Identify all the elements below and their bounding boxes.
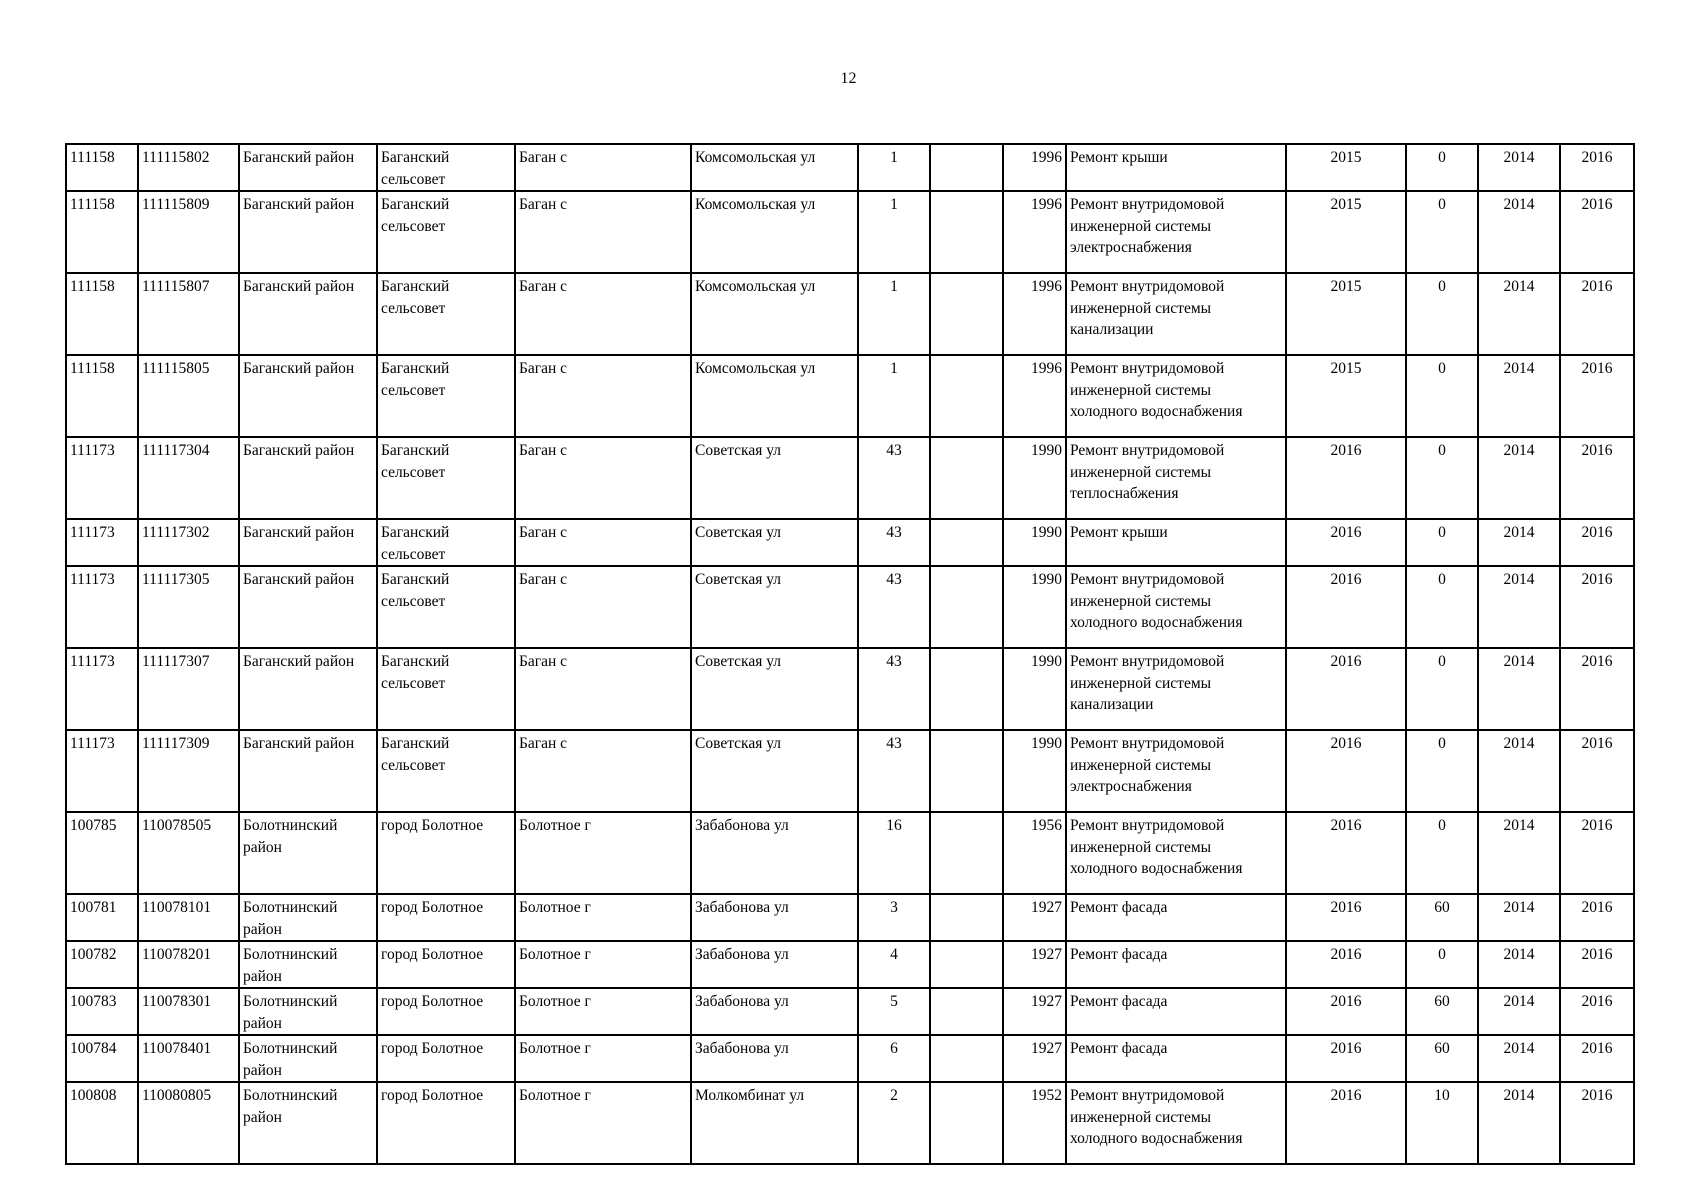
cell-street: Комсомольская ул [691,355,858,437]
cell-district: Баганский район [239,273,377,355]
cell-municipality: город Болотное [377,1082,515,1164]
cell-district: Баганский район [239,144,377,191]
cell-district: Баганский район [239,730,377,812]
cell-house-number: 43 [858,437,930,519]
cell-settlement: Баган с [515,437,691,519]
cell-planned-year: 2016 [1286,519,1406,566]
table-row [66,730,1634,812]
cell-district: Баганский район [239,355,377,437]
cell-planned-year: 2016 [1286,730,1406,812]
cell-year-built: 1927 [1003,1035,1066,1082]
cell-settlement: Баган с [515,648,691,730]
cell-object-id: 100782 [66,941,138,988]
cell-municipality: Баганский сельсовет [377,648,515,730]
cell-element-id: 111117305 [138,566,239,648]
cell-street: Забабонова ул [691,941,858,988]
cell-planned-year: 2015 [1286,191,1406,273]
cell-element-id: 110078301 [138,988,239,1035]
cell-work-type: Ремонт внутридомовой инженерной системы холодного водоснабжения [1066,355,1286,437]
cell-element-id: 110080805 [138,1082,239,1164]
cell-object-id: 111158 [66,191,138,273]
cell-year-built: 1927 [1003,894,1066,941]
cell-house-number: 5 [858,988,930,1035]
cell-year-built: 1990 [1003,566,1066,648]
cell-object-id: 111173 [66,566,138,648]
cell-work-type: Ремонт фасада [1066,1035,1286,1082]
cell-building [930,941,1003,988]
table-row [66,812,1634,894]
cell-house-number: 43 [858,519,930,566]
cell-object-id: 100783 [66,988,138,1035]
cell-work-type: Ремонт внутридомовой инженерной системы холодного водоснабжения [1066,566,1286,648]
cell-municipality: город Болотное [377,941,515,988]
cell-building [930,566,1003,648]
cell-house-number: 1 [858,191,930,273]
cell-house-number: 4 [858,941,930,988]
cell-settlement: Баган с [515,566,691,648]
cell-period-start: 2014 [1478,894,1560,941]
cell-street: Советская ул [691,730,858,812]
cell-year-built: 1927 [1003,988,1066,1035]
cell-element-id: 111115802 [138,144,239,191]
cell-period-start: 2014 [1478,812,1560,894]
cell-municipality: Баганский сельсовет [377,437,515,519]
cell-settlement: Баган с [515,144,691,191]
cell-period-start: 2014 [1478,273,1560,355]
cell-building [930,519,1003,566]
cell-period-start: 2014 [1478,566,1560,648]
cell-settlement: Болотное г [515,812,691,894]
cell-cost: 0 [1406,941,1478,988]
table-row [66,273,1634,355]
cell-cost: 0 [1406,273,1478,355]
cell-period-end: 2016 [1560,988,1634,1035]
cell-work-type: Ремонт крыши [1066,144,1286,191]
table-row [66,894,1634,941]
cell-object-id: 111173 [66,730,138,812]
cell-year-built: 1990 [1003,437,1066,519]
cell-house-number: 43 [858,730,930,812]
cell-work-type: Ремонт внутридомовой инженерной системы холодного водоснабжения [1066,812,1286,894]
cell-cost: 10 [1406,1082,1478,1164]
cell-element-id: 111115805 [138,355,239,437]
cell-house-number: 43 [858,648,930,730]
cell-period-end: 2016 [1560,941,1634,988]
cell-district: Баганский район [239,191,377,273]
cell-building [930,648,1003,730]
cell-house-number: 1 [858,144,930,191]
registry-body [66,144,1634,1164]
cell-district: Баганский район [239,648,377,730]
cell-object-id: 111173 [66,519,138,566]
cell-work-type: Ремонт внутридомовой инженерной системы холодного водоснабжения [1066,1082,1286,1164]
cell-street: Молкомбинат ул [691,1082,858,1164]
cell-settlement: Болотное г [515,988,691,1035]
cell-object-id: 100808 [66,1082,138,1164]
cell-object-id: 111158 [66,273,138,355]
cell-element-id: 110078201 [138,941,239,988]
cell-period-start: 2014 [1478,437,1560,519]
cell-building [930,191,1003,273]
cell-street: Забабонова ул [691,812,858,894]
cell-street: Советская ул [691,519,858,566]
cell-building [930,273,1003,355]
cell-house-number: 1 [858,273,930,355]
cell-work-type: Ремонт внутридомовой инженерной системы канализации [1066,273,1286,355]
cell-settlement: Баган с [515,273,691,355]
cell-work-type: Ремонт фасада [1066,894,1286,941]
cell-cost: 0 [1406,144,1478,191]
cell-object-id: 111173 [66,437,138,519]
cell-year-built: 1990 [1003,519,1066,566]
cell-cost: 60 [1406,894,1478,941]
cell-element-id: 111117307 [138,648,239,730]
cell-period-end: 2016 [1560,730,1634,812]
cell-object-id: 111173 [66,648,138,730]
cell-year-built: 1996 [1003,273,1066,355]
cell-cost: 60 [1406,988,1478,1035]
cell-municipality: Баганский сельсовет [377,355,515,437]
page-number: 12 [840,70,857,87]
cell-planned-year: 2015 [1286,144,1406,191]
cell-municipality: Баганский сельсовет [377,730,515,812]
cell-cost: 0 [1406,519,1478,566]
cell-municipality: город Болотное [377,894,515,941]
cell-planned-year: 2016 [1286,566,1406,648]
cell-element-id: 111115809 [138,191,239,273]
cell-period-start: 2014 [1478,1082,1560,1164]
cell-district: Болотнинский район [239,1035,377,1082]
cell-period-start: 2014 [1478,355,1560,437]
cell-house-number: 6 [858,1035,930,1082]
cell-work-type: Ремонт фасада [1066,988,1286,1035]
cell-year-built: 1990 [1003,648,1066,730]
cell-cost: 0 [1406,730,1478,812]
cell-municipality: Баганский сельсовет [377,191,515,273]
cell-planned-year: 2015 [1286,273,1406,355]
cell-cost: 0 [1406,191,1478,273]
cell-year-built: 1952 [1003,1082,1066,1164]
cell-building [930,812,1003,894]
cell-work-type: Ремонт крыши [1066,519,1286,566]
table-row [66,566,1634,648]
table-row [66,1082,1634,1164]
cell-period-start: 2014 [1478,144,1560,191]
cell-object-id: 100784 [66,1035,138,1082]
cell-settlement: Баган с [515,191,691,273]
cell-period-start: 2014 [1478,648,1560,730]
cell-district: Баганский район [239,566,377,648]
cell-element-id: 111117309 [138,730,239,812]
table-row [66,648,1634,730]
cell-street: Советская ул [691,566,858,648]
cell-cost: 0 [1406,812,1478,894]
table-row [66,144,1634,191]
cell-settlement: Болотное г [515,941,691,988]
cell-element-id: 110078401 [138,1035,239,1082]
cell-planned-year: 2016 [1286,894,1406,941]
cell-municipality: Баганский сельсовет [377,273,515,355]
cell-object-id: 100781 [66,894,138,941]
cell-cost: 0 [1406,566,1478,648]
cell-district: Баганский район [239,437,377,519]
cell-cost: 0 [1406,355,1478,437]
table-row [66,1035,1634,1082]
cell-municipality: Баганский сельсовет [377,144,515,191]
cell-street: Комсомольская ул [691,144,858,191]
cell-settlement: Болотное г [515,1082,691,1164]
cell-work-type: Ремонт внутридомовой инженерной системы теплоснабжения [1066,437,1286,519]
cell-cost: 0 [1406,437,1478,519]
cell-period-start: 2014 [1478,988,1560,1035]
cell-settlement: Баган с [515,519,691,566]
table-row [66,355,1634,437]
cell-district: Баганский район [239,519,377,566]
cell-work-type: Ремонт фасада [1066,941,1286,988]
cell-municipality: Баганский сельсовет [377,566,515,648]
cell-period-end: 2016 [1560,437,1634,519]
cell-planned-year: 2016 [1286,1082,1406,1164]
cell-element-id: 110078505 [138,812,239,894]
cell-planned-year: 2016 [1286,1035,1406,1082]
cell-cost: 60 [1406,1035,1478,1082]
cell-district: Болотнинский район [239,894,377,941]
cell-house-number: 43 [858,566,930,648]
cell-work-type: Ремонт внутридомовой инженерной системы канализации [1066,648,1286,730]
cell-house-number: 16 [858,812,930,894]
cell-municipality: Баганский сельсовет [377,519,515,566]
cell-period-start: 2014 [1478,519,1560,566]
cell-period-end: 2016 [1560,894,1634,941]
cell-street: Советская ул [691,437,858,519]
cell-building [930,894,1003,941]
cell-object-id: 111158 [66,144,138,191]
cell-object-id: 111158 [66,355,138,437]
cell-settlement: Болотное г [515,894,691,941]
cell-municipality: город Болотное [377,1035,515,1082]
cell-year-built: 1996 [1003,191,1066,273]
cell-element-id: 110078101 [138,894,239,941]
cell-element-id: 111117302 [138,519,239,566]
cell-settlement: Баган с [515,730,691,812]
table-row [66,988,1634,1035]
cell-period-start: 2014 [1478,191,1560,273]
table-row [66,519,1634,566]
cell-period-end: 2016 [1560,1035,1634,1082]
cell-period-end: 2016 [1560,191,1634,273]
cell-element-id: 111117304 [138,437,239,519]
cell-building [930,144,1003,191]
cell-cost: 0 [1406,648,1478,730]
cell-building [930,437,1003,519]
table-row [66,941,1634,988]
cell-planned-year: 2016 [1286,988,1406,1035]
cell-building [930,355,1003,437]
cell-building [930,1082,1003,1164]
cell-year-built: 1927 [1003,941,1066,988]
registry-table [65,143,1635,1165]
cell-element-id: 111115807 [138,273,239,355]
cell-period-start: 2014 [1478,941,1560,988]
cell-planned-year: 2015 [1286,355,1406,437]
cell-year-built: 1996 [1003,144,1066,191]
cell-settlement: Болотное г [515,1035,691,1082]
cell-period-end: 2016 [1560,648,1634,730]
cell-planned-year: 2016 [1286,648,1406,730]
cell-year-built: 1996 [1003,355,1066,437]
cell-period-start: 2014 [1478,1035,1560,1082]
cell-street: Забабонова ул [691,988,858,1035]
cell-period-start: 2014 [1478,730,1560,812]
table-row [66,191,1634,273]
cell-period-end: 2016 [1560,519,1634,566]
cell-period-end: 2016 [1560,566,1634,648]
cell-year-built: 1956 [1003,812,1066,894]
cell-district: Болотнинский район [239,988,377,1035]
cell-building [930,730,1003,812]
cell-object-id: 100785 [66,812,138,894]
cell-period-end: 2016 [1560,273,1634,355]
cell-district: Болотнинский район [239,941,377,988]
cell-settlement: Баган с [515,355,691,437]
cell-district: Болотнинский район [239,1082,377,1164]
cell-period-end: 2016 [1560,1082,1634,1164]
cell-house-number: 3 [858,894,930,941]
cell-municipality: город Болотное [377,812,515,894]
cell-district: Болотнинский район [239,812,377,894]
cell-planned-year: 2016 [1286,941,1406,988]
cell-street: Комсомольская ул [691,191,858,273]
cell-year-built: 1990 [1003,730,1066,812]
cell-building [930,1035,1003,1082]
cell-street: Забабонова ул [691,894,858,941]
cell-period-end: 2016 [1560,144,1634,191]
cell-municipality: город Болотное [377,988,515,1035]
cell-planned-year: 2016 [1286,437,1406,519]
cell-street: Советская ул [691,648,858,730]
cell-building [930,988,1003,1035]
cell-street: Забабонова ул [691,1035,858,1082]
cell-period-end: 2016 [1560,812,1634,894]
cell-house-number: 2 [858,1082,930,1164]
cell-street: Комсомольская ул [691,273,858,355]
cell-period-end: 2016 [1560,355,1634,437]
cell-work-type: Ремонт внутридомовой инженерной системы электроснабжения [1066,730,1286,812]
cell-planned-year: 2016 [1286,812,1406,894]
table-row [66,437,1634,519]
cell-work-type: Ремонт внутридомовой инженерной системы электроснабжения [1066,191,1286,273]
cell-house-number: 1 [858,355,930,437]
